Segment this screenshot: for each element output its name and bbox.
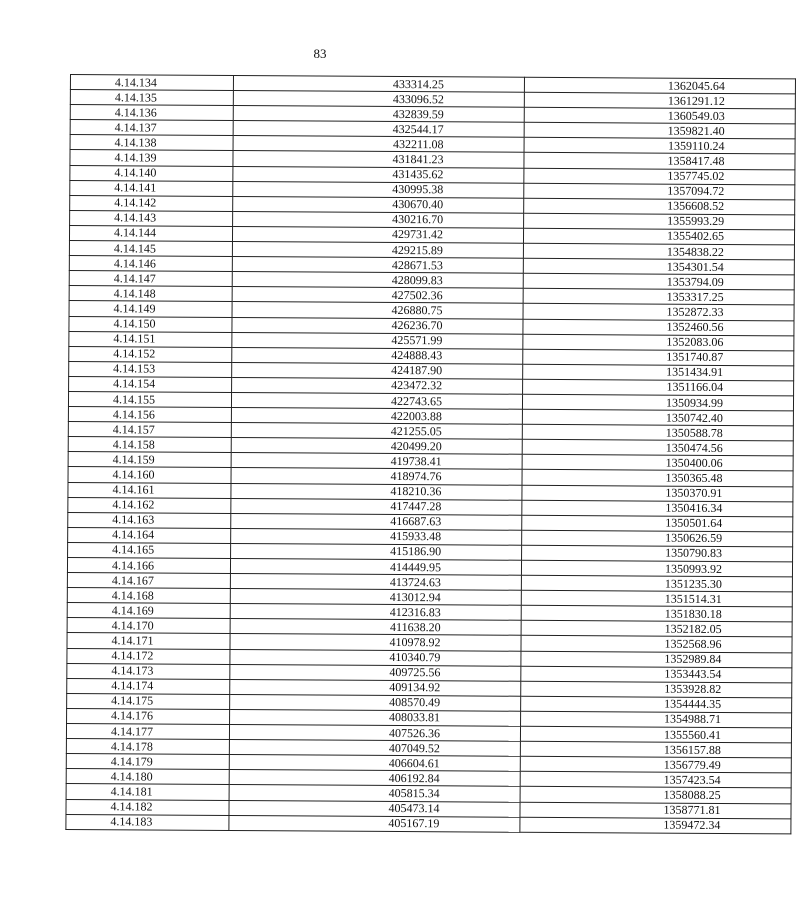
- x-coordinate-cell: 412316.83: [230, 604, 521, 621]
- y-coordinate-cell: 1355560.41: [520, 726, 791, 743]
- x-coordinate-cell: 418974.76: [231, 468, 522, 485]
- x-coordinate-cell: 425571.99: [232, 332, 523, 349]
- point-id-cell: 4.14.134: [70, 75, 233, 91]
- x-coordinate-cell: 417447.28: [231, 498, 522, 515]
- point-id-cell: 4.14.165: [68, 542, 231, 558]
- x-coordinate-cell: 411638.20: [230, 619, 521, 636]
- point-id-cell: 4.14.157: [68, 422, 231, 438]
- point-id-cell: 4.14.155: [68, 391, 231, 407]
- point-id-cell: 4.14.173: [67, 663, 230, 679]
- point-id-cell: 4.14.163: [68, 512, 231, 528]
- point-id-cell: 4.14.181: [66, 784, 229, 800]
- point-id-cell: 4.14.153: [69, 361, 232, 377]
- y-coordinate-cell: 1353794.09: [523, 273, 794, 290]
- point-id-cell: 4.14.146: [69, 256, 232, 272]
- y-coordinate-cell: 1357094.72: [524, 183, 795, 200]
- x-coordinate-cell: 416687.63: [231, 513, 522, 530]
- point-id-cell: 4.14.162: [68, 497, 231, 513]
- y-coordinate-cell: 1351434.91: [523, 364, 794, 381]
- x-coordinate-cell: 431435.62: [233, 166, 524, 183]
- y-coordinate-cell: 1350588.78: [522, 424, 793, 441]
- y-coordinate-cell: 1354838.22: [523, 243, 794, 260]
- point-id-cell: 4.14.156: [68, 407, 231, 423]
- point-id-cell: 4.14.169: [67, 603, 230, 619]
- y-coordinate-cell: 1352989.84: [521, 651, 792, 668]
- y-coordinate-cell: 1352872.33: [523, 304, 794, 321]
- y-coordinate-cell: 1362045.64: [524, 77, 795, 94]
- x-coordinate-cell: 426236.70: [232, 317, 523, 334]
- x-coordinate-cell: 413724.63: [230, 574, 521, 591]
- y-coordinate-cell: 1350993.92: [521, 560, 792, 577]
- y-coordinate-cell: 1351235.30: [521, 575, 792, 592]
- point-id-cell: 4.14.167: [67, 573, 230, 589]
- y-coordinate-cell: 1354444.35: [521, 696, 792, 713]
- x-coordinate-cell: 409725.56: [230, 664, 521, 681]
- x-coordinate-cell: 424888.43: [232, 347, 523, 364]
- point-id-cell: 4.14.149: [69, 301, 232, 317]
- x-coordinate-cell: 407526.36: [229, 725, 520, 742]
- x-coordinate-cell: 405167.19: [229, 815, 520, 832]
- point-id-cell: 4.14.159: [68, 452, 231, 468]
- point-id-cell: 4.14.174: [67, 678, 230, 694]
- point-id-cell: 4.14.179: [66, 754, 229, 770]
- x-coordinate-cell: 415933.48: [231, 528, 522, 545]
- coordinates-table: [65, 74, 796, 834]
- y-coordinate-cell: 1357423.54: [520, 772, 791, 789]
- x-coordinate-cell: 418210.36: [231, 483, 522, 500]
- point-id-cell: 4.14.150: [69, 316, 232, 332]
- y-coordinate-cell: 1351166.04: [523, 379, 794, 396]
- y-coordinate-cell: 1350474.56: [522, 440, 793, 457]
- y-coordinate-cell: 1359110.24: [524, 138, 795, 155]
- y-coordinate-cell: 1352083.06: [523, 334, 794, 351]
- x-coordinate-cell: 427502.36: [232, 287, 523, 304]
- x-coordinate-cell: 408570.49: [230, 694, 521, 711]
- y-coordinate-cell: 1356779.49: [520, 756, 791, 773]
- x-coordinate-cell: 431841.23: [233, 151, 524, 168]
- point-id-cell: 4.14.139: [70, 150, 233, 166]
- point-id-cell: 4.14.171: [67, 633, 230, 649]
- x-coordinate-cell: 428671.53: [232, 257, 523, 274]
- x-coordinate-cell: 429215.89: [232, 242, 523, 259]
- y-coordinate-cell: 1356157.88: [520, 741, 791, 758]
- y-coordinate-cell: 1354301.54: [523, 258, 794, 275]
- x-coordinate-cell: 428099.83: [232, 272, 523, 289]
- y-coordinate-cell: 1351514.31: [521, 590, 792, 607]
- x-coordinate-cell: 421255.05: [231, 423, 522, 440]
- table-row: [66, 814, 791, 834]
- point-id-cell: 4.14.177: [66, 724, 229, 740]
- x-coordinate-cell: 429731.42: [232, 226, 523, 243]
- y-coordinate-cell: 1359472.34: [520, 817, 791, 834]
- y-coordinate-cell: 1355993.29: [524, 213, 795, 230]
- x-coordinate-cell: 405815.34: [229, 785, 520, 802]
- x-coordinate-cell: 414449.95: [230, 558, 521, 575]
- x-coordinate-cell: 422743.65: [231, 392, 522, 409]
- point-id-cell: 4.14.178: [66, 739, 229, 755]
- y-coordinate-cell: 1357745.02: [524, 168, 795, 185]
- y-coordinate-cell: 1360549.03: [524, 107, 795, 124]
- x-coordinate-cell: 415186.90: [231, 543, 522, 560]
- x-coordinate-cell: 433314.25: [233, 75, 524, 92]
- y-coordinate-cell: 1350501.64: [522, 515, 793, 532]
- y-coordinate-cell: 1353443.54: [521, 666, 792, 683]
- x-coordinate-cell: 430216.70: [233, 211, 524, 228]
- x-coordinate-cell: 408033.81: [230, 709, 521, 726]
- point-id-cell: 4.14.147: [69, 271, 232, 287]
- point-id-cell: 4.14.154: [69, 376, 232, 392]
- point-id-cell: 4.14.143: [70, 210, 233, 226]
- point-id-cell: 4.14.140: [70, 165, 233, 181]
- y-coordinate-cell: 1351740.87: [523, 349, 794, 366]
- y-coordinate-cell: 1350365.48: [522, 470, 793, 487]
- x-coordinate-cell: 433096.52: [233, 91, 524, 108]
- x-coordinate-cell: 406192.84: [229, 770, 520, 787]
- point-id-cell: 4.14.135: [70, 90, 233, 106]
- point-id-cell: 4.14.175: [67, 693, 230, 709]
- point-id-cell: 4.14.183: [66, 814, 229, 830]
- x-coordinate-cell: 413012.94: [230, 589, 521, 606]
- x-coordinate-cell: 430995.38: [233, 181, 524, 198]
- x-coordinate-cell: 420499.20: [231, 438, 522, 455]
- y-coordinate-cell: 1356608.52: [524, 198, 795, 215]
- y-coordinate-cell: 1350626.59: [522, 530, 793, 547]
- x-coordinate-cell: 406604.61: [229, 755, 520, 772]
- y-coordinate-cell: 1351830.18: [521, 606, 792, 623]
- x-coordinate-cell: 432839.59: [233, 106, 524, 123]
- y-coordinate-cell: 1350416.34: [522, 500, 793, 517]
- x-coordinate-cell: 432211.08: [233, 136, 524, 153]
- y-coordinate-cell: 1358771.81: [520, 802, 791, 819]
- y-coordinate-cell: 1353317.25: [523, 289, 794, 306]
- point-id-cell: 4.14.136: [70, 105, 233, 121]
- x-coordinate-cell: 430670.40: [233, 196, 524, 213]
- point-id-cell: 4.14.166: [67, 557, 230, 573]
- y-coordinate-cell: 1353928.82: [521, 681, 792, 698]
- y-coordinate-cell: 1361291.12: [524, 92, 795, 109]
- point-id-cell: 4.14.152: [69, 346, 232, 362]
- y-coordinate-cell: 1359821.40: [524, 123, 795, 140]
- x-coordinate-cell: 426880.75: [232, 302, 523, 319]
- point-id-cell: 4.14.161: [68, 482, 231, 498]
- point-id-cell: 4.14.142: [70, 195, 233, 211]
- x-coordinate-cell: 407049.52: [229, 740, 520, 757]
- x-coordinate-cell: 419738.41: [231, 453, 522, 470]
- point-id-cell: 4.14.176: [67, 708, 230, 724]
- y-coordinate-cell: 1350742.40: [522, 409, 793, 426]
- y-coordinate-cell: 1350370.91: [522, 485, 793, 502]
- x-coordinate-cell: 409134.92: [230, 679, 521, 696]
- point-id-cell: 4.14.148: [69, 286, 232, 302]
- x-coordinate-cell: 410978.92: [230, 634, 521, 651]
- y-coordinate-cell: 1358417.48: [524, 153, 795, 170]
- y-coordinate-cell: 1350934.99: [522, 394, 793, 411]
- page-number: 83: [313, 46, 327, 61]
- point-id-cell: 4.14.138: [70, 135, 233, 151]
- point-id-cell: 4.14.151: [69, 331, 232, 347]
- point-id-cell: 4.14.164: [68, 527, 231, 543]
- point-id-cell: 4.14.170: [67, 618, 230, 634]
- y-coordinate-cell: 1350790.83: [522, 545, 793, 562]
- point-id-cell: 4.14.182: [66, 799, 229, 815]
- x-coordinate-cell: 422003.88: [231, 408, 522, 425]
- y-coordinate-cell: 1352568.96: [521, 636, 792, 653]
- x-coordinate-cell: 405473.14: [229, 800, 520, 817]
- point-id-cell: 4.14.168: [67, 588, 230, 604]
- point-id-cell: 4.14.145: [69, 241, 232, 257]
- point-id-cell: 4.14.172: [67, 648, 230, 664]
- x-coordinate-cell: 424187.90: [232, 362, 523, 379]
- y-coordinate-cell: 1358088.25: [520, 787, 791, 804]
- point-id-cell: 4.14.160: [68, 467, 231, 483]
- point-id-cell: 4.14.158: [68, 437, 231, 453]
- point-id-cell: 4.14.180: [66, 769, 229, 785]
- x-coordinate-cell: 410340.79: [230, 649, 521, 666]
- y-coordinate-cell: 1352182.05: [521, 621, 792, 638]
- x-coordinate-cell: 432544.17: [233, 121, 524, 138]
- point-id-cell: 4.14.144: [69, 225, 232, 241]
- x-coordinate-cell: 423472.32: [232, 377, 523, 394]
- point-id-cell: 4.14.141: [70, 180, 233, 196]
- y-coordinate-cell: 1352460.56: [523, 319, 794, 336]
- point-id-cell: 4.14.137: [70, 120, 233, 136]
- y-coordinate-cell: 1355402.65: [523, 228, 794, 245]
- y-coordinate-cell: 1350400.06: [522, 455, 793, 472]
- y-coordinate-cell: 1354988.71: [521, 711, 792, 728]
